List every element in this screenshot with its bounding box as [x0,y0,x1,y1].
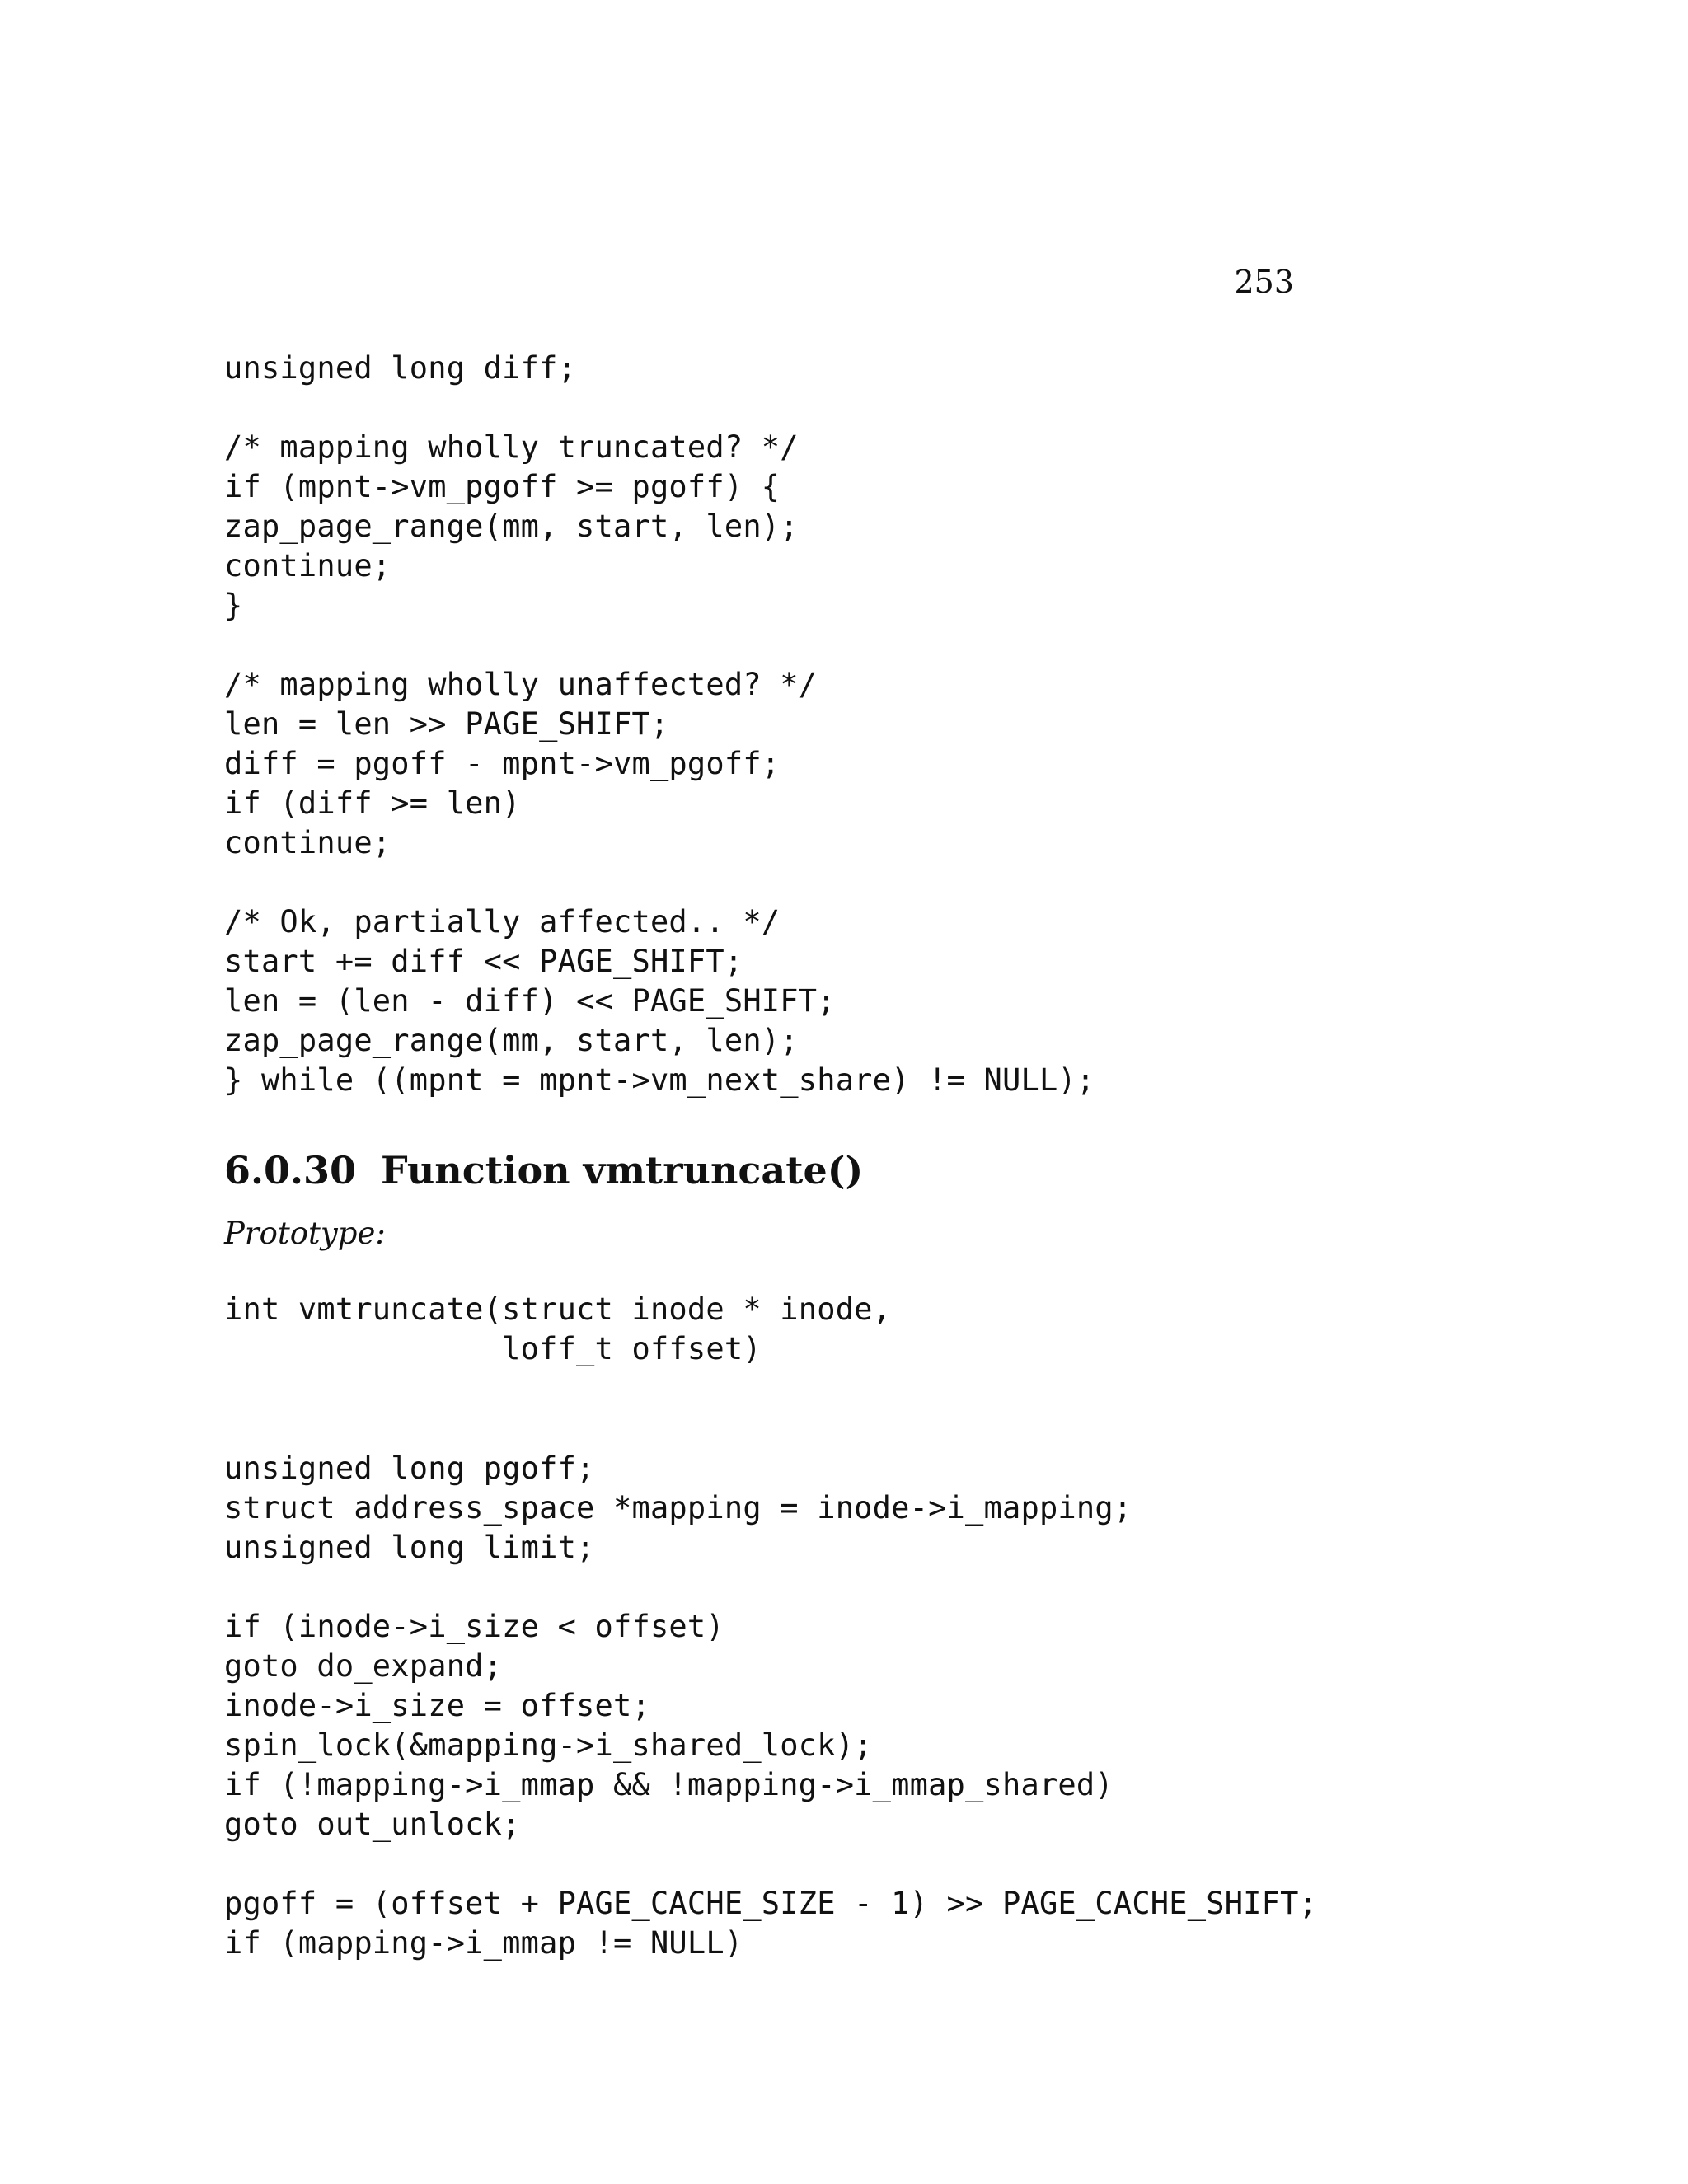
code-line: /* mapping wholly truncated? */ [224,429,799,465]
code-line: if (mapping->i_mmap != NULL) [224,1925,743,1961]
code-line: unsigned long diff; [224,350,577,386]
section-title: Function vmtruncate() [381,1148,864,1193]
code-line: } while ((mpnt = mpnt->vm_next_share) != NULL); [224,1062,1095,1098]
code-block-body [224,1449,1317,1963]
page-number: 253 [1234,264,1294,300]
code-line: pgoff = (offset + PAGE_CACHE_SIZE - 1) >> PAGE_CACHE_SHIFT; [224,1886,1318,1921]
code-line: zap_page_range(mm, start, len); [224,1023,799,1058]
code-line: unsigned long pgoff; [224,1451,595,1486]
code-line: start += diff << PAGE_SHIFT; [224,944,743,979]
section-heading [224,1146,863,1195]
code-line: zap_page_range(mm, start, len); [224,509,799,544]
code-line: loff_t offset) [224,1331,762,1366]
code-line: spin_lock(&mapping->i_shared_lock); [224,1727,873,1763]
code-line: goto do_expand; [224,1648,503,1684]
code-line: struct address_space *mapping = inode->i_mapping; [224,1490,1132,1526]
code-line: len = len >> PAGE_SHIFT; [224,706,669,742]
code-line: if (inode->i_size < offset) [224,1609,724,1644]
section-number: 6.0.30 [224,1148,357,1193]
code-line: continue; [224,548,392,583]
code-line: unsigned long limit; [224,1530,595,1565]
code-line: continue; [224,825,392,860]
code-line: goto out_unlock; [224,1807,521,1842]
code-line: int vmtruncate(struct inode * inode, [224,1291,892,1327]
prototype-label: Prototype: [224,1216,386,1251]
code-line: diff = pgoff - mpnt->vm_pgoff; [224,746,781,781]
code-line: /* mapping wholly unaffected? */ [224,667,818,702]
code-line [224,388,1095,428]
code-line [224,1568,1317,1607]
code-line: if (!mapping->i_mmap && !mapping->i_mmap_shared) [224,1767,1114,1802]
code-line: if (diff >= len) [224,785,521,821]
code-line [224,1844,1317,1884]
code-block-prototype [224,1290,891,1369]
code-block-continuation [224,349,1095,1100]
code-line: } [224,588,243,623]
code-line: if (mpnt->vm_pgoff >= pgoff) { [224,469,781,504]
code-line: len = (len - diff) << PAGE_SHIFT; [224,983,836,1019]
code-line: inode->i_size = offset; [224,1688,650,1723]
code-line: /* Ok, partially affected.. */ [224,904,781,940]
code-line [224,626,1095,665]
code-line [224,863,1095,902]
